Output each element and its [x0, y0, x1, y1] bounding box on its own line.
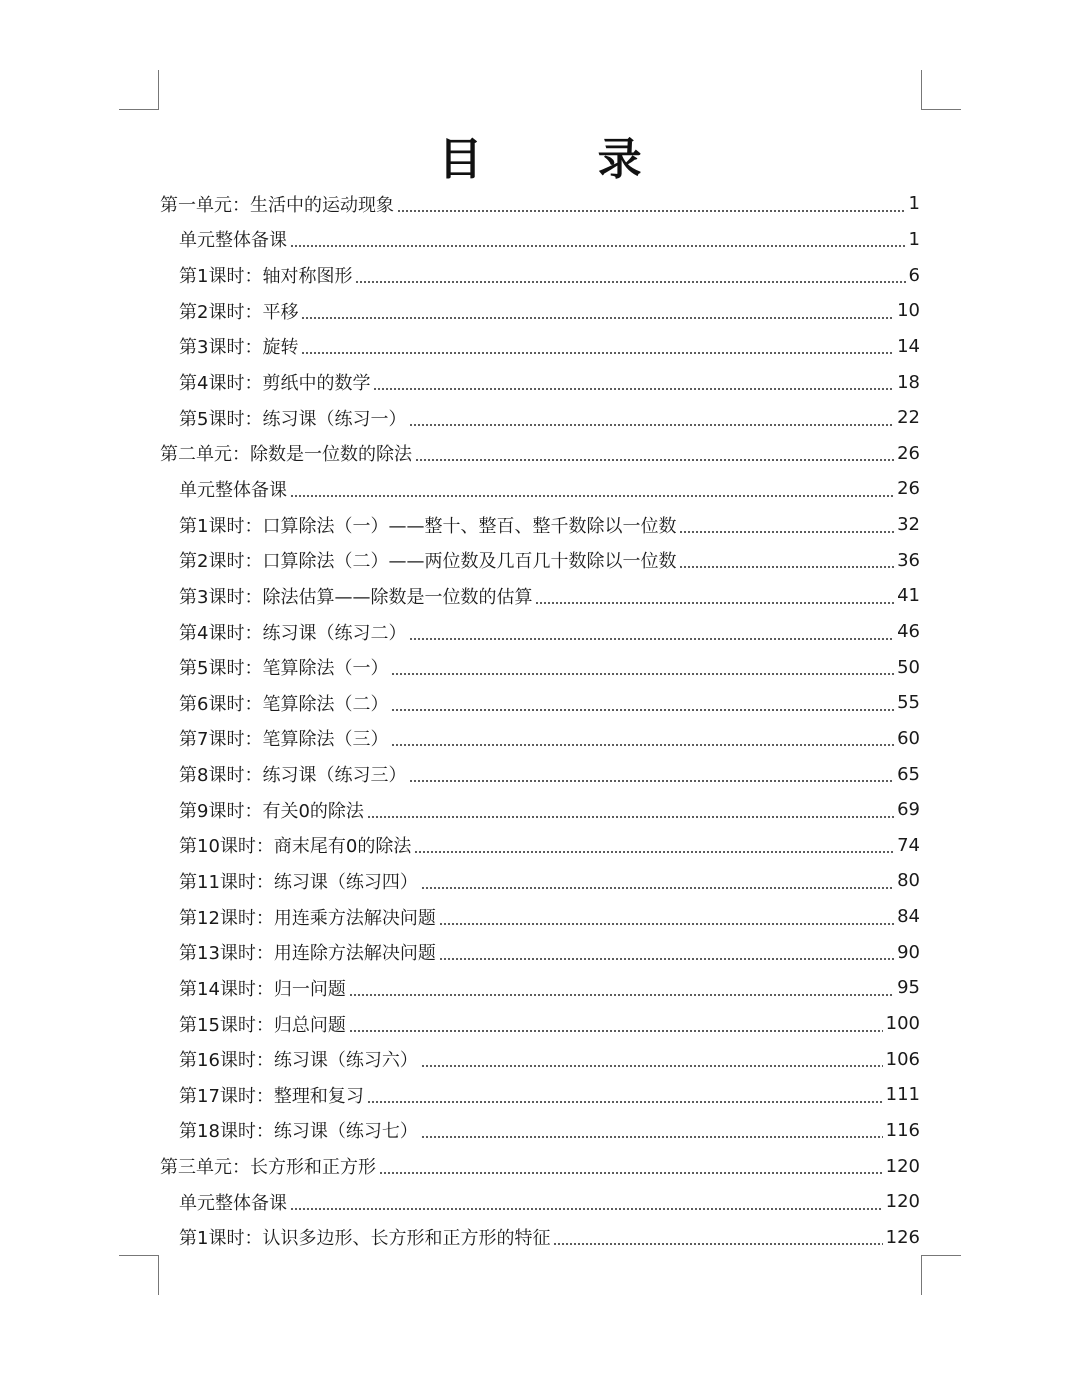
toc-dot-leader — [373, 388, 894, 390]
toc-lesson-entry[interactable] — [160, 578, 920, 614]
toc-page-number: 36 — [897, 549, 920, 571]
toc-entry-title: 第12课时：用连乘方法解决问题 — [179, 907, 436, 929]
toc-dot-leader — [415, 459, 894, 461]
toc-dot-leader — [421, 1136, 883, 1138]
toc-dot-leader — [409, 638, 894, 640]
toc-page-number: 120 — [885, 1191, 920, 1213]
toc-lesson-entry[interactable] — [160, 685, 920, 721]
crop-mark-bottom-right-h — [921, 1255, 961, 1256]
toc-dot-leader — [421, 887, 894, 889]
toc-entry-title: 第11课时：练习课（练习四） — [179, 871, 418, 893]
toc-entry-title: 第1课时：口算除法（一）——整十、整百、整千数除以一位数 — [179, 515, 677, 537]
toc-lesson-entry[interactable] — [160, 1113, 920, 1149]
toc-entry-title: 第18课时：练习课（练习七） — [179, 1121, 418, 1143]
toc-page-number: 84 — [897, 906, 920, 928]
page-title: 目 录 — [438, 134, 692, 185]
toc-entry-title: 第2课时：口算除法（二）——两位数及几百几十数除以一位数 — [179, 551, 677, 573]
toc-page-number: 14 — [897, 335, 920, 357]
toc-lesson-entry[interactable] — [160, 507, 920, 543]
toc-dot-leader — [439, 923, 894, 925]
toc-dot-leader — [391, 744, 894, 746]
toc-page-number: 120 — [885, 1155, 920, 1177]
toc-page-number: 95 — [897, 977, 920, 999]
toc-entry-title: 第2课时：平移 — [179, 301, 299, 323]
toc-entry-title: 第1课时：认识多边形、长方形和正方形的特征 — [179, 1228, 551, 1250]
toc-lesson-entry[interactable] — [160, 1077, 920, 1113]
toc-lesson-entry[interactable] — [160, 1184, 920, 1220]
toc-entry-title: 第4课时：剪纸中的数学 — [179, 373, 371, 395]
table-of-contents — [160, 186, 920, 1255]
toc-dot-leader — [349, 994, 894, 996]
toc-entry-title: 第15课时：归总问题 — [179, 1014, 346, 1036]
toc-page-number: 26 — [897, 442, 920, 464]
toc-page-number: 46 — [897, 621, 920, 642]
toc-dot-leader — [379, 1172, 883, 1174]
toc-lesson-entry[interactable] — [160, 1220, 920, 1256]
toc-lesson-entry[interactable] — [160, 649, 920, 685]
toc-page-number: 60 — [897, 727, 920, 749]
toc-page-number: 6 — [908, 264, 920, 286]
toc-page-number: 90 — [897, 941, 920, 963]
toc-page-number: 116 — [885, 1119, 920, 1141]
toc-entry-title: 第1课时：轴对称图形 — [179, 266, 353, 288]
crop-mark-top-left-v — [158, 70, 159, 110]
toc-entry-title: 第6课时：笔算除法（二） — [179, 693, 389, 715]
toc-entry-title: 单元整体备课 — [179, 1192, 287, 1214]
toc-entry-title: 单元整体备课 — [179, 479, 287, 501]
toc-entry-title: 第8课时：练习课（练习三） — [179, 765, 407, 787]
toc-dot-leader — [349, 1030, 883, 1032]
toc-dot-leader — [553, 1243, 882, 1245]
toc-dot-leader — [679, 531, 894, 533]
toc-entry-title: 第16课时：练习课（练习六） — [179, 1050, 418, 1072]
toc-dot-leader — [301, 352, 894, 354]
toc-dot-leader — [301, 317, 894, 319]
toc-entry-title: 第三单元：长方形和正方形 — [160, 1157, 376, 1179]
toc-entry-title: 第9课时：有关0的除法 — [179, 800, 364, 822]
toc-entry-title: 第7课时：笔算除法（三） — [179, 729, 389, 751]
toc-entry-title: 第3课时：除法估算——除数是一位数的估算 — [179, 586, 533, 608]
toc-dot-leader — [409, 424, 894, 426]
toc-unit-entry[interactable] — [160, 186, 920, 222]
toc-dot-leader — [290, 245, 906, 247]
toc-dot-leader — [421, 1065, 883, 1067]
toc-entry-title: 单元整体备课 — [179, 230, 287, 252]
toc-dot-leader — [290, 495, 894, 497]
toc-entry-title: 第10课时：商末尾有0的除法 — [179, 836, 412, 858]
toc-page-number: 50 — [897, 656, 920, 678]
toc-lesson-entry[interactable] — [160, 828, 920, 864]
crop-mark-bottom-left-v — [158, 1255, 159, 1295]
toc-page-number: 69 — [897, 799, 920, 821]
toc-dot-leader — [355, 281, 905, 283]
toc-dot-leader — [367, 816, 894, 818]
toc-entry-title: 第一单元：生活中的运动现象 — [160, 194, 394, 216]
toc-lesson-entry[interactable] — [160, 934, 920, 970]
toc-lesson-entry[interactable] — [160, 756, 920, 792]
toc-lesson-entry[interactable] — [160, 222, 920, 258]
crop-mark-top-left-h — [119, 109, 159, 110]
crop-mark-bottom-right-v — [921, 1255, 922, 1295]
crop-mark-top-right-h — [921, 109, 961, 110]
toc-lesson-entry[interactable] — [160, 400, 920, 436]
toc-unit-entry[interactable] — [160, 435, 920, 471]
toc-dot-leader — [414, 851, 894, 853]
toc-page-number: 55 — [897, 692, 920, 714]
toc-dot-leader — [391, 709, 894, 711]
toc-page-number: 26 — [897, 478, 920, 500]
toc-dot-leader — [409, 780, 894, 782]
toc-entry-title: 第4课时：练习课（练习二） — [179, 622, 407, 644]
toc-lesson-entry[interactable] — [160, 863, 920, 899]
crop-mark-top-right-v — [921, 70, 922, 110]
toc-dot-leader — [367, 1101, 883, 1103]
toc-lesson-entry[interactable] — [160, 1041, 920, 1077]
toc-lesson-entry[interactable] — [160, 364, 920, 400]
toc-page-number: 111 — [885, 1084, 920, 1106]
toc-page-number: 32 — [897, 514, 920, 536]
toc-page-number: 1 — [908, 193, 920, 215]
toc-lesson-entry[interactable] — [160, 1006, 920, 1042]
toc-dot-leader — [679, 566, 894, 568]
toc-lesson-entry[interactable] — [160, 471, 920, 507]
toc-lesson-entry[interactable] — [160, 899, 920, 935]
toc-unit-entry[interactable] — [160, 1148, 920, 1184]
toc-dot-leader — [391, 673, 894, 675]
toc-page-number: 22 — [897, 407, 920, 429]
toc-entry-title: 第13课时：用连除方法解决问题 — [179, 943, 436, 965]
toc-page-number: 126 — [885, 1226, 920, 1248]
toc-page-number: 106 — [885, 1048, 920, 1070]
toc-entry-title: 第二单元：除数是一位数的除法 — [160, 444, 412, 466]
toc-page-number: 74 — [897, 834, 920, 856]
toc-page-number: 80 — [897, 870, 920, 892]
toc-lesson-entry[interactable] — [160, 293, 920, 329]
toc-dot-leader — [535, 602, 894, 604]
toc-page-number: 10 — [897, 300, 920, 322]
toc-page-number: 1 — [908, 228, 920, 250]
toc-lesson-entry[interactable] — [160, 970, 920, 1006]
toc-dot-leader — [439, 958, 894, 960]
crop-mark-bottom-left-h — [119, 1255, 159, 1256]
toc-page-number: 18 — [897, 371, 920, 393]
toc-dot-leader — [397, 210, 906, 212]
toc-entry-title: 第14课时：归一问题 — [179, 978, 346, 1000]
toc-page-number: 100 — [885, 1013, 920, 1035]
toc-lesson-entry[interactable] — [160, 721, 920, 757]
toc-lesson-entry[interactable] — [160, 329, 920, 365]
toc-dot-leader — [290, 1208, 883, 1210]
toc-page-number: 65 — [897, 763, 920, 785]
toc-entry-title: 第17课时：整理和复习 — [179, 1085, 364, 1107]
toc-entry-title: 第5课时：笔算除法（一） — [179, 658, 389, 680]
toc-entry-title: 第5课时：练习课（练习一） — [179, 408, 407, 430]
toc-lesson-entry[interactable] — [160, 257, 920, 293]
toc-page-number: 41 — [897, 585, 920, 607]
toc-lesson-entry[interactable] — [160, 542, 920, 578]
toc-lesson-entry[interactable] — [160, 614, 920, 650]
toc-entry-title: 第3课时：旋转 — [179, 337, 299, 359]
toc-lesson-entry[interactable] — [160, 792, 920, 828]
